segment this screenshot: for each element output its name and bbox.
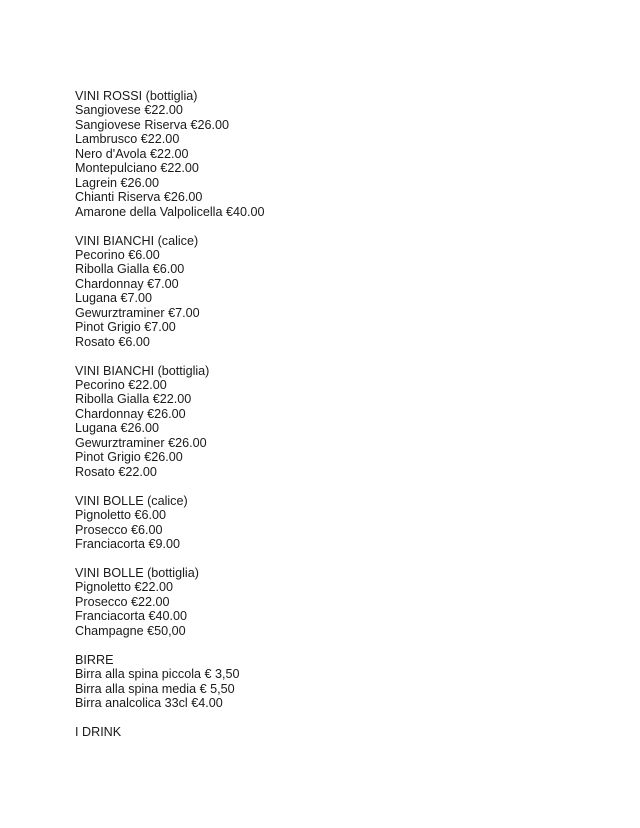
- menu-section: [75, 234, 265, 350]
- menu-document: [75, 89, 265, 754]
- menu-item: Amarone della Valpolicella €40.00: [75, 204, 265, 219]
- menu-item: Champagne €50,00: [75, 623, 186, 638]
- menu-section: [75, 725, 265, 739]
- menu-item: Gewurztraminer €7.00: [75, 305, 200, 320]
- section-heading: VINI BIANCHI (bottiglia): [75, 363, 210, 378]
- menu-item: Ribolla Gialla €22.00: [75, 392, 192, 407]
- menu-item: Birra analcolica 33cl €4.00: [75, 695, 223, 710]
- menu-item: Prosecco €22.00: [75, 594, 170, 609]
- menu-item: Chardonnay €7.00: [75, 276, 179, 291]
- menu-item: Rosato €22.00: [75, 464, 157, 479]
- menu-item: Nero d'Avola €22.00: [75, 146, 189, 161]
- section-heading: VINI ROSSI (bottiglia): [75, 89, 198, 103]
- menu-item: Gewurztraminer €26.00: [75, 435, 207, 450]
- section-heading: I DRINK: [75, 724, 122, 739]
- menu-section: [75, 364, 265, 480]
- menu-item: Chardonnay €26.00: [75, 406, 186, 421]
- menu-item: Sangiovese Riserva €26.00: [75, 117, 230, 132]
- menu-section: [75, 89, 265, 219]
- menu-item: Lugana €7.00: [75, 291, 153, 306]
- menu-item: Lagrein €26.00: [75, 175, 160, 190]
- menu-item: Birra alla spina media € 5,50: [75, 681, 235, 696]
- menu-item: Lambrusco €22.00: [75, 132, 180, 147]
- menu-item: Pignoletto €6.00: [75, 508, 167, 523]
- menu-item: Prosecco €6.00: [75, 522, 163, 537]
- menu-item: Montepulciano €22.00: [75, 161, 199, 176]
- menu-item: Lugana €26.00: [75, 421, 160, 436]
- menu-item: Ribolla Gialla €6.00: [75, 262, 185, 277]
- menu-item: Pinot Grigio €7.00: [75, 320, 176, 335]
- menu-item: Pinot Grigio €26.00: [75, 450, 183, 465]
- menu-item: Sangiovese €22.00: [75, 103, 183, 118]
- menu-item: Birra alla spina piccola € 3,50: [75, 667, 240, 682]
- section-heading: VINI BIANCHI (calice): [75, 233, 199, 248]
- menu-item: Rosato €6.00: [75, 334, 150, 349]
- menu-section: [75, 566, 265, 638]
- section-heading: VINI BOLLE (calice): [75, 493, 188, 508]
- section-heading: VINI BOLLE (bottiglia): [75, 565, 199, 580]
- menu-item: Pecorino €22.00: [75, 378, 167, 393]
- menu-section: [75, 494, 265, 552]
- menu-item: Franciacorta €40.00: [75, 609, 188, 624]
- menu-item: Pecorino €6.00: [75, 247, 160, 262]
- menu-item: Pignoletto €22.00: [75, 580, 174, 595]
- menu-section: [75, 653, 265, 711]
- menu-item: Chianti Riserva €26.00: [75, 190, 203, 205]
- menu-item: Franciacorta €9.00: [75, 537, 181, 551]
- section-heading: BIRRE: [75, 652, 114, 667]
